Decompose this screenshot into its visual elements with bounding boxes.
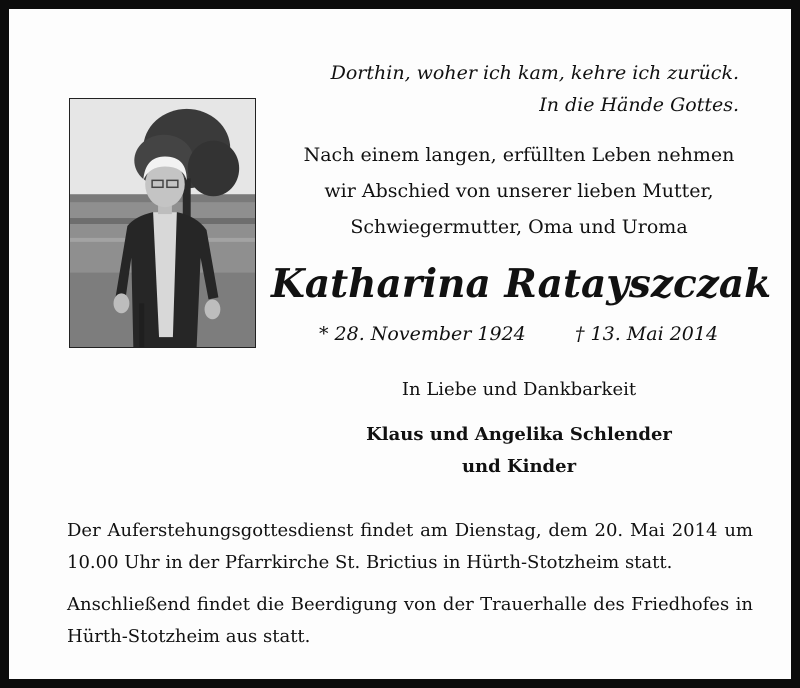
death-date: † 13. Mai 2014 [575,323,719,345]
intro-line-3: Schwiegermutter, Oma und Uroma [350,216,688,238]
intro-line-2: wir Abschied von unserer lieben Mutter, [324,180,714,202]
deceased-name: Katharina Ratayszczak [271,261,772,307]
intro-line-1: Nach einem langen, erfüllten Leben nehmen [303,144,735,166]
mourners-names [289,419,749,483]
mourners-line-2: und Kinder [461,456,577,477]
burial-info: Anschließend findet die Beerdigung von der Trauerhalle des Friedhofes in Hürth-Stotzheim aus statt. [67,594,753,647]
portrait-photo [69,98,256,348]
mourners-intro: In Liebe und Dankbarkeit [401,379,637,400]
service-info: Der Auferstehungsgottesdienst findet am Dienstag, dem 20. Mai 2014 um 10.00 Uhr in der Pfarrkirche St. Brictius in Hürth-Stotzheim statt. [67,520,753,573]
motto-line-1: Dorthin, woher ich kam, kehre ich zurück. [330,62,739,84]
mourners-line-1: Klaus und Angelika Schlender [366,424,672,445]
motto-line-2: In die Hände Gottes. [539,94,739,116]
farewell-intro [289,137,749,245]
birth-date: * 28. November 1924 [319,323,526,345]
motto-quote [331,57,739,121]
